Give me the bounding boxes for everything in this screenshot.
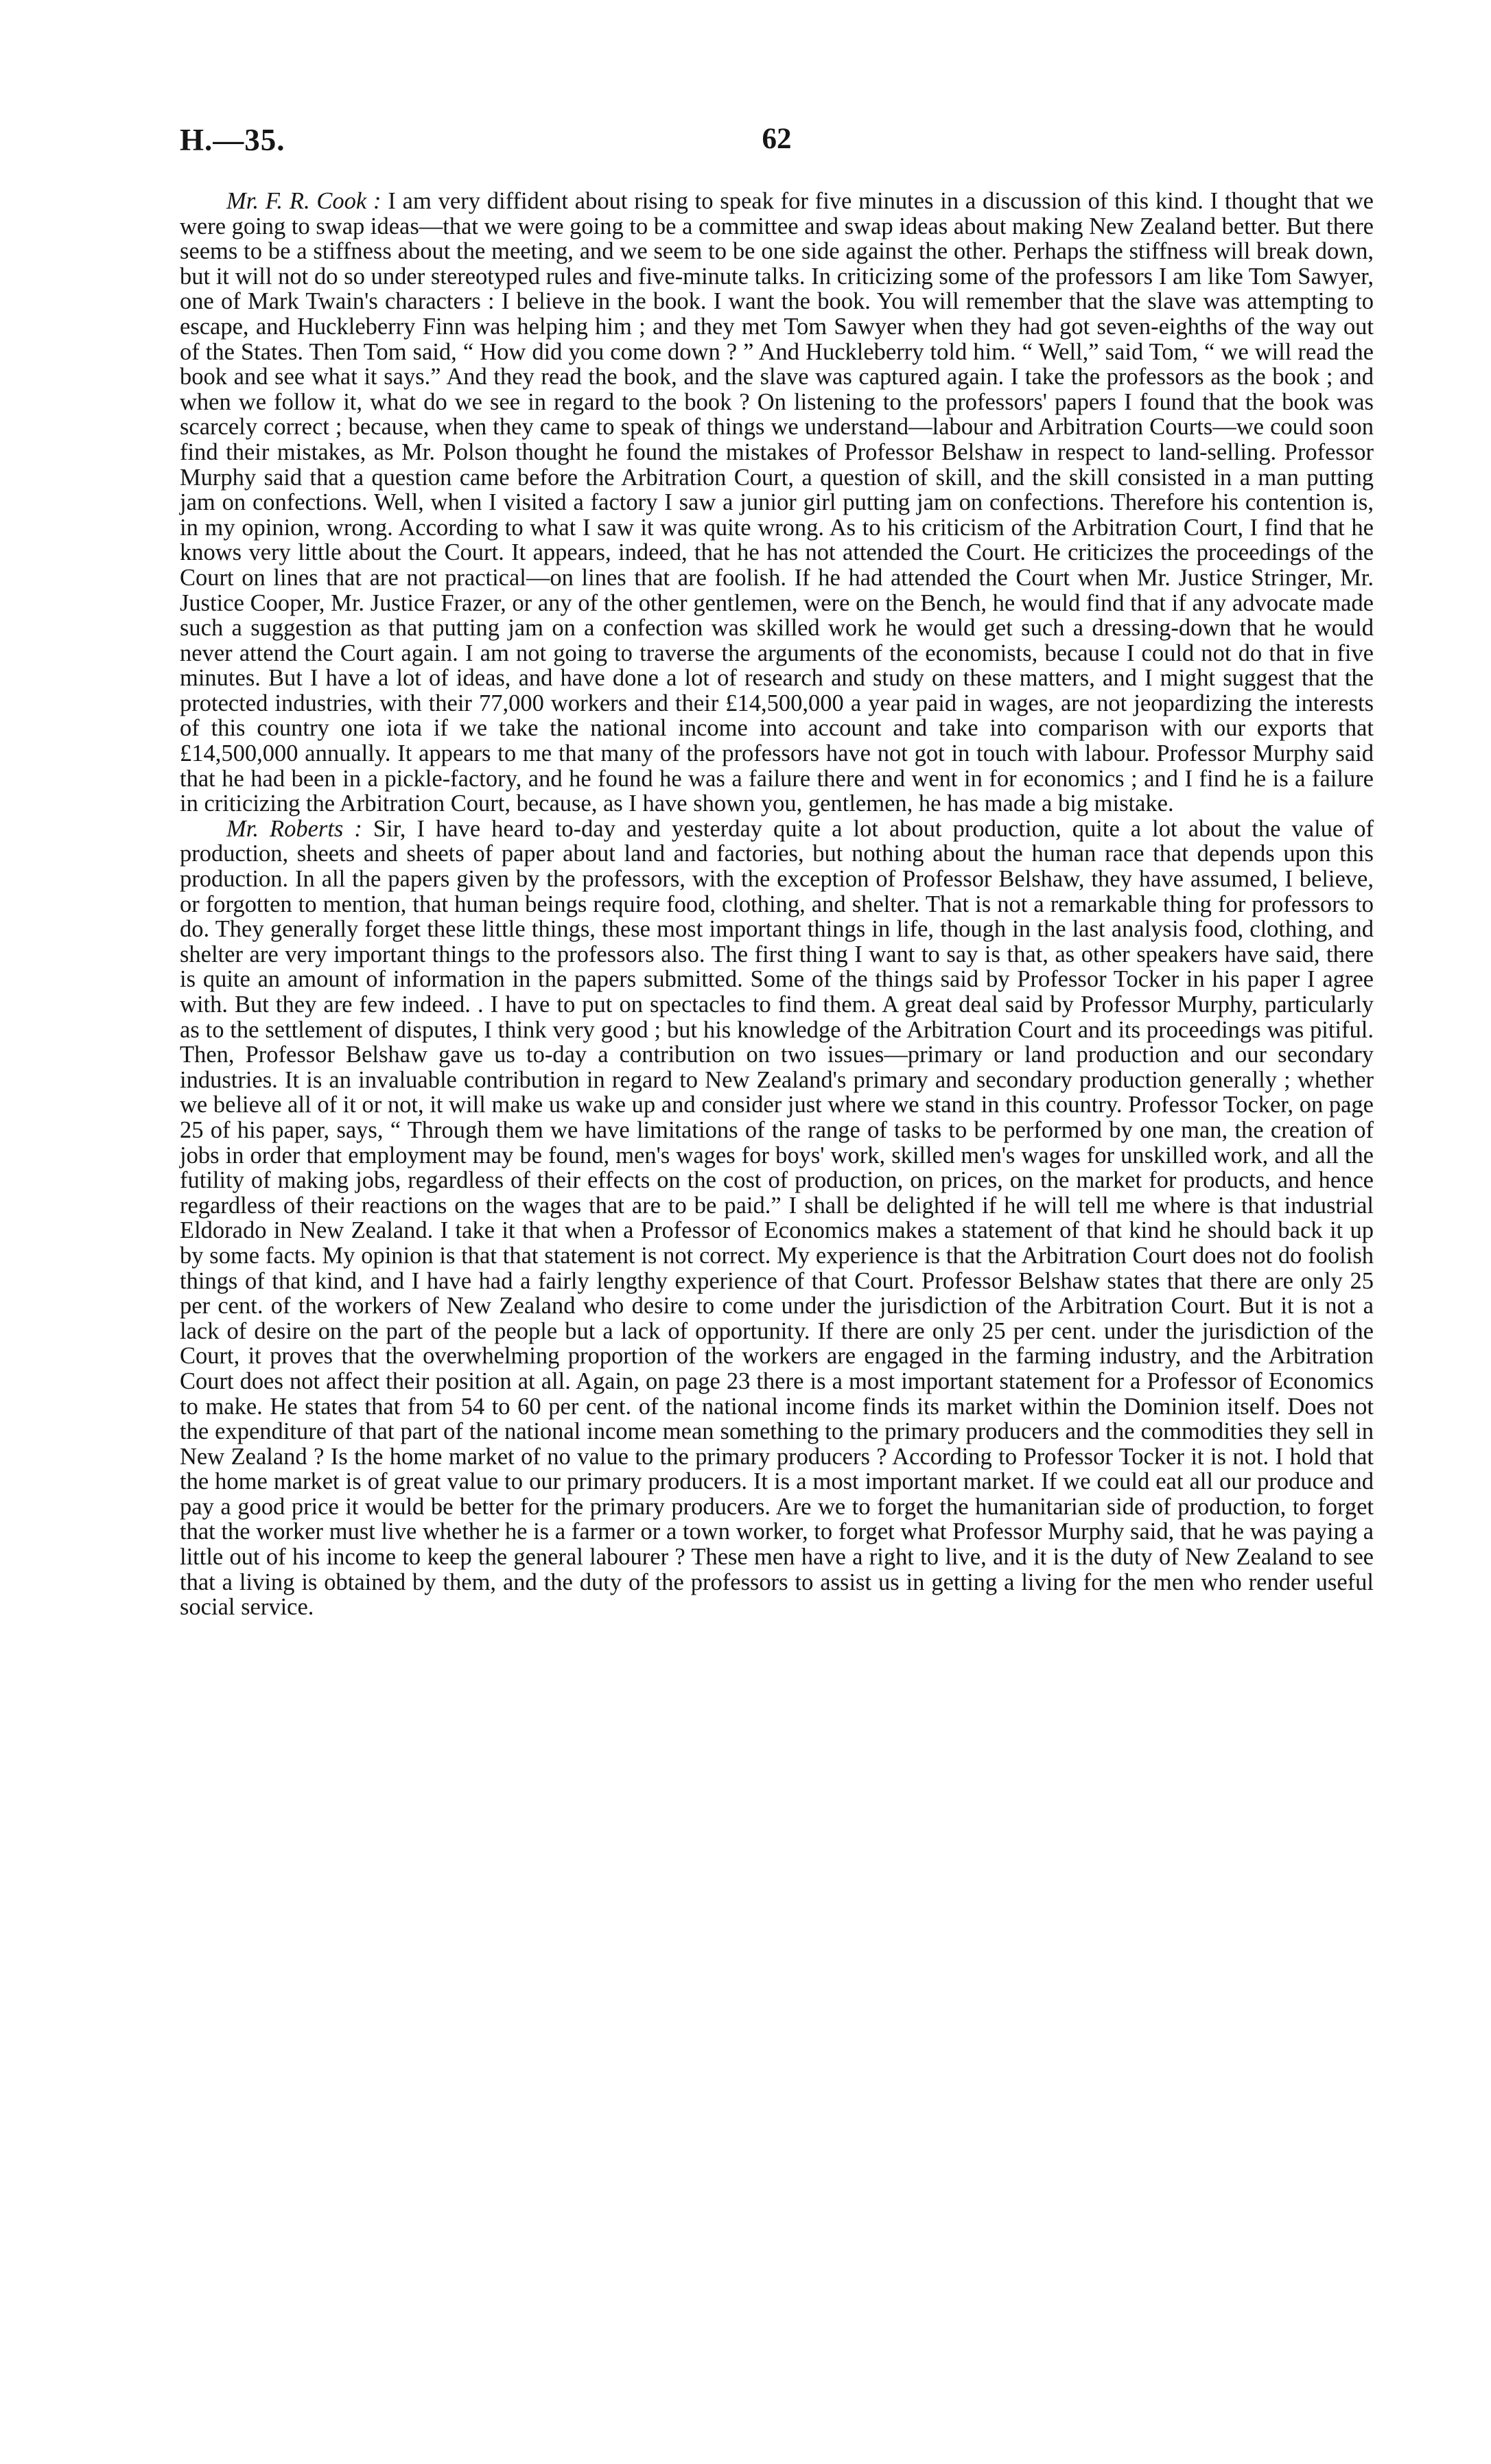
page-header	[180, 122, 1374, 163]
speaker-name: Mr. Roberts :	[226, 815, 362, 842]
paragraph-cook	[180, 189, 1374, 817]
paragraph-text: I am very diffident about rising to speak for five minutes in a discussion of this kind. I thought that we were going to swap ideas—that we were going to be a committee and swap ideas about making New Zealand better. But there seems to be a stiffness about the meeting, and we seem to be one side against the other. Perhaps the stiffness will break down, but it will not do so under stereotyped rules and five-minute talks. In criticizing some of the professors I am like Tom Sawyer, one of Mark Twain's characters : I believe in the book. I want the book. You will remember that the slave was attempting to escape, and Huckleberry Finn was helping him ; and they met Tom Sawyer when they had got seven-eighths of the way out of the States. Then Tom said, “ How did you come down ? ” And Huckleberry told him. “ Well,” said Tom, “ we will read the book and see what it says.” And they read the book, and the slave was captured again. I take the professors as the book ; and when we follow it, what do we see in regard to the book ? On listening to the professors' papers I found that the book was scarcely correct ; because, when they came to speak of things we understand—labour and Arbitration Courts—we could soon find their mistakes, as Mr. Polson thought he found the mistakes of Professor Belshaw in respect to land-selling. Professor Murphy said that a question came before the Arbitration Court, a question of skill, and the skill consisted in a man putting jam on confections. Well, when I visited a factory I saw a junior girl putting jam on confections. Therefore his contention is, in my opinion, wrong. According to what I saw it was quite wrong. As to his criticism of the Arbitration Court, I find that he knows very little about the Court. It appears, indeed, that he has not attended the Court. He criticizes the proceedings of the Court on lines that are not practical—on lines that are foolish. If he had attended the Court when Mr. Justice Stringer, Mr. Justice Cooper, Mr. Justice Frazer, or any of the other gentlemen, were on the Bench, he would find that if any advocate made such a suggestion as that putting jam on a confection was skilled work he would get such a dressing-down that he would never attend the Court again. I am not going to traverse the arguments of the economists, because I could not do that in five minutes. But I have a lot of ideas, and have done a lot of research and study on these matters, and I might suggest that the protected industries, with their 77,000 workers and their £14,500,000 a year paid in wages, are not jeopardizing the interests of this country one iota if we take the national income into account and take into comparison with our exports that £14,500,000 annually. It appears to me that many of the professors have not got in touch with labour. Professor Murphy said that he had been in a pickle-factory, and he found he was a failure there and went in for economics ; and I find he is a failure in criticizing the Arbitration Court, because, as I have shown you, gentlemen, he has made a big mistake.	[180, 188, 1374, 817]
document-reference: H.—35.	[180, 123, 285, 157]
paragraph-text: Sir, I have heard to-day and yesterday quite a lot about production, quite a lot about the value of production, sheets and sheets of paper about land and factories, but nothing about the human race that depends upon this production. In all the papers given by the professors, with the exception of Professor Belshaw, they have assumed, I believe, or forgotten to mention, that human beings require food, clothing, and shelter. That is not a remarkable thing for professors to do. They generally forget these little things, these most important things in life, though in the last analysis food, clothing, and shelter are very important things to the professors also. The first thing I want to say is that, as other speakers have said, there is quite an amount of information in the papers submitted. Some of the things said by Professor Tocker in his paper I agree with. But they are few indeed. . I have to put on spectacles to find them. A great deal said by Professor Murphy, particularly as to the settlement of disputes, I think very good ; but his knowledge of the Arbitration Court and its proceedings was pitiful. Then, Professor Belshaw gave us to-day a contribution on two issues—primary or land production and our secondary industries. It is an invaluable contribution in regard to New Zealand's primary and secondary production generally ; whether we believe all of it or not, it will make us wake up and consider just where we stand in this country. Professor Tocker, on page 25 of his paper, says, “ Through them we have limitations of the range of tasks to be performed by one man, the creation of jobs in order that employment may be found, men's wages for boys' work, skilled men's wages for unskilled work, and all the futility of making jobs, regardless of their effects on the cost of production, on prices, on the market for products, and hence regardless of their reactions on the wages that are to be paid.” I shall be delighted if he will tell me where is that industrial Eldorado in New Zealand. I take it that when a Professor of Economics makes a statement of that kind he should back it up by some facts. My opinion is that that statement is not correct. My experience is that the Arbitration Court does not do foolish things of that kind, and I have had a fairly lengthy experience of that Court. Professor Belshaw states that there are only 25 per cent. of the workers of New Zealand who desire to come under the jurisdiction of the Arbitration Court. But it is not a lack of desire on the part of the people but a lack of opportunity. If there are only 25 per cent. under the jurisdiction of the Court, it proves that the overwhelming proportion of the workers are engaged in the farming industry, and the Arbitration Court does not affect their position at all. Again, on page 23 there is a most important statement for a Professor of Economics to make. He states that from 54 to 60 per cent. of the national income finds its market within the Dominion itself. Does not the expenditure of that part of the national income mean something to the primary producers and the commodities they sell in New Zealand ? Is the home market of no value to the primary producers ? According to Professor Tocker it is not. I hold that the home market is of great value to our primary producers. It is a most important market. If we could eat all our produce and pay a good price it would be better for the primary producers. Are we to forget the humanitarian side of production, to forget that the worker must live whether he is a farmer or a town worker, to forget what Professor Murphy said, that he was paying a little out of his income to keep the general labourer ? These men have a right to live, and it is the duty of New Zealand to see that a living is obtained by them, and the duty of the professors to assist us in getting a living for the men who render useful social service.	[180, 815, 1374, 1621]
page-number: 62	[762, 123, 792, 155]
speaker-name: Mr. F. R. Cook :	[226, 188, 381, 214]
paragraph-roberts	[180, 817, 1374, 1620]
body-text	[180, 189, 1374, 1620]
